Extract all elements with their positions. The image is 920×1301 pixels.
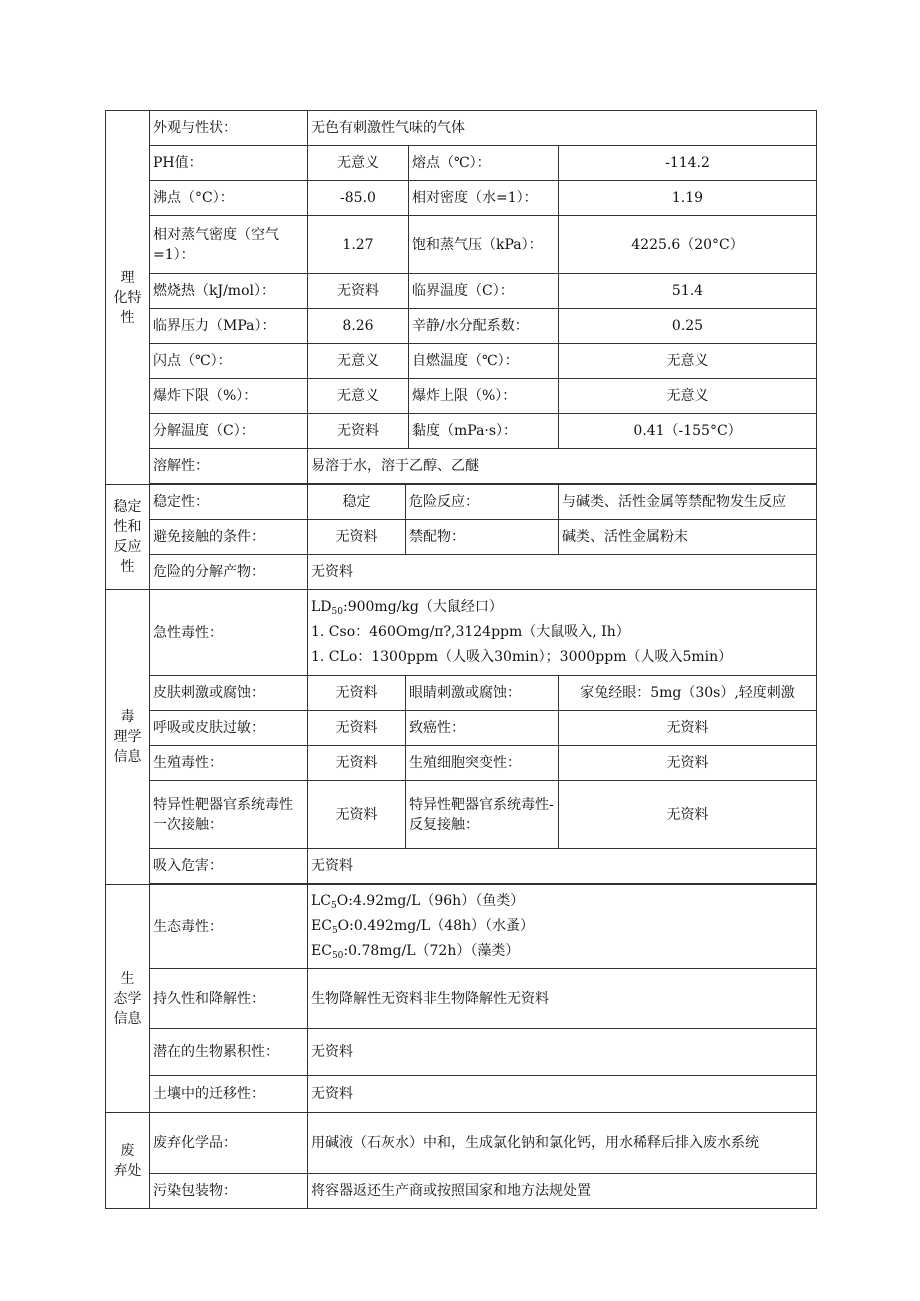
autoign-value: 无意义	[559, 344, 817, 379]
bioacc-row	[106, 1029, 817, 1076]
ecotox-ec50-line-2	[311, 939, 813, 964]
ec1-rest: O:0.492mg/L（48h）（水蚤）	[337, 918, 535, 934]
critpress-row	[106, 309, 817, 344]
ecotox-lc50-line	[311, 889, 813, 914]
muta-label: 生殖细胞突变性：	[406, 746, 559, 781]
acute-line-2: 1. Cso：460Omg/π?,3124ppm（大鼠吸入, Ih）	[311, 624, 630, 640]
ph-row	[106, 146, 817, 181]
stot-repeat-label: 特异性靶器官系统毒性-反复接触：	[406, 781, 559, 849]
boiling-label: 沸点（°C）：	[150, 181, 308, 216]
stability-value: 稳定	[308, 485, 406, 520]
appearance-label: 外观与性状：	[150, 111, 308, 146]
vapdensity-row	[106, 216, 817, 274]
combustion-value: 无资料	[308, 274, 409, 309]
explosion-row	[106, 379, 817, 414]
incompat-value: 碱类、活性金属粉末	[559, 520, 817, 555]
section-disposal: 废 弃处	[106, 1113, 150, 1209]
autoign-label: 自燃温度（℃）：	[409, 344, 559, 379]
acute-ld-prefix: LD	[311, 599, 332, 615]
stot-single-label: 特异性靶器官系统毒性一次接触：	[150, 781, 308, 849]
ec2-prefix: EC	[311, 943, 332, 959]
reldensity-label: 相对密度（水=1）：	[409, 181, 559, 216]
hazreact-value: 与碱类、活性金属等禁配物发生反应	[559, 485, 817, 520]
flash-row	[106, 344, 817, 379]
acute-ld-sub: 50	[331, 607, 343, 617]
repro-value: 无资料	[308, 746, 406, 781]
aspiration-value: 无资料	[308, 849, 817, 884]
eye-value: 家兔经眼：5mg（30s）,轻度刺激	[559, 676, 817, 711]
ec1-sub: 5	[331, 926, 338, 936]
crittemp-value: 51.4	[559, 274, 817, 309]
bioacc-value: 无资料	[308, 1029, 817, 1076]
lel-label: 爆炸下限（%）：	[150, 379, 308, 414]
persist-label: 持久性和降解性：	[150, 969, 308, 1029]
melting-label: 熔点（℃）：	[409, 146, 559, 181]
stot-single-value: 无资料	[308, 781, 406, 849]
mobility-label: 土壤中的迁移性：	[150, 1076, 308, 1113]
flash-value: 无意义	[308, 344, 409, 379]
ph-value: 无意义	[308, 146, 409, 181]
decomp-label: 分解温度（C）：	[150, 414, 308, 449]
decompprod-label: 危险的分解产物：	[150, 555, 308, 590]
acute-value	[308, 590, 817, 676]
critpress-label: 临界压力（MPa）：	[150, 309, 308, 344]
package-row	[106, 1174, 817, 1209]
vappressure-value: 4225.6（20°C）	[559, 216, 817, 274]
acute-row	[106, 590, 817, 676]
ecotox-ec50-line-1	[311, 914, 813, 939]
lc-prefix: LC	[311, 893, 332, 909]
incompat-label: 禁配物：	[406, 520, 559, 555]
combustion-row	[106, 274, 817, 309]
carc-value: 无资料	[559, 711, 817, 746]
stability-label: 稳定性：	[150, 485, 308, 520]
bioacc-label: 潜在的生物累积性：	[150, 1029, 308, 1076]
boiling-row	[106, 181, 817, 216]
acute-label: 急性毒性：	[150, 590, 308, 676]
aspiration-row	[106, 849, 817, 884]
melting-value: -114.2	[559, 146, 817, 181]
section-physchem: 理 化特 性	[106, 111, 150, 485]
uel-value: 无意义	[559, 379, 817, 414]
decompprod-row	[106, 555, 817, 590]
hazreact-label: 危险反应：	[406, 485, 559, 520]
viscosity-value: 0.41（-155°C）	[559, 414, 817, 449]
stability-row	[106, 485, 817, 520]
skin-row	[106, 676, 817, 711]
muta-value: 无资料	[559, 746, 817, 781]
ecotox-row	[106, 885, 817, 969]
appearance-value: 无色有刺激性气味的气体	[308, 111, 817, 146]
reldensity-value: 1.19	[559, 181, 817, 216]
partition-value: 0.25	[559, 309, 817, 344]
vapdensity-value: 1.27	[308, 216, 409, 274]
avoid-value: 无资料	[308, 520, 406, 555]
solubility-row	[106, 449, 817, 484]
solubility-label: 溶解性：	[150, 449, 308, 484]
eye-label: 眼睛刺激或腐蚀：	[406, 676, 559, 711]
decompprod-value: 无资料	[308, 555, 817, 590]
stot-repeat-value: 无资料	[559, 781, 817, 849]
stot-row	[106, 781, 817, 849]
acute-ld-rest: :900mg/kg（大鼠经口）	[342, 599, 503, 615]
critpress-value: 8.26	[308, 309, 409, 344]
carc-label: 致癌性：	[406, 711, 559, 746]
section-stability: 稳定 性和 反应 性	[106, 485, 150, 590]
acute-line-3: 1. CLo：1300ppm（人吸入30min）；3000ppm（人吸入5min）	[311, 649, 733, 665]
vappressure-label: 饱和蒸气压（kPa）：	[409, 216, 559, 274]
solubility-value: 易溶于水，溶于乙醇、乙醚	[308, 449, 817, 484]
ec1-prefix: EC	[311, 918, 332, 934]
skin-label: 皮肤刺激或腐蚀：	[150, 676, 308, 711]
lc-sub: 5	[331, 901, 337, 911]
acute-ld50-line	[311, 595, 813, 620]
lel-value: 无意义	[308, 379, 409, 414]
ec2-sub: 50	[331, 951, 344, 961]
lc-rest: O:4.92mg/L（96h）（鱼类）	[336, 893, 525, 909]
package-value: 将容器返还生产商或按照国家和地方法规处置	[308, 1174, 817, 1209]
boiling-value: -85.0	[308, 181, 409, 216]
avoid-row	[106, 520, 817, 555]
sens-row	[106, 711, 817, 746]
sds-table	[105, 110, 817, 1209]
skin-value: 无资料	[308, 676, 406, 711]
ph-label: PH值：	[150, 146, 308, 181]
persist-row	[106, 969, 817, 1029]
sens-label: 呼吸或皮肤过敏：	[150, 711, 308, 746]
flash-label: 闪点（℃）：	[150, 344, 308, 379]
vapdensity-label: 相对蒸气密度（空气=1）：	[150, 216, 308, 274]
aspiration-label: 吸入危害：	[150, 849, 308, 884]
ec2-rest: :0.78mg/L（72h）（藻类）	[343, 943, 520, 959]
partition-label: 辛静/水分配系数：	[409, 309, 559, 344]
combustion-label: 燃烧热（kJ/mol）：	[150, 274, 308, 309]
ecotox-value	[308, 885, 817, 969]
package-label: 污染包装物：	[150, 1174, 308, 1209]
repro-row	[106, 746, 817, 781]
viscosity-label: 黏度（mPa·s）：	[409, 414, 559, 449]
sens-value: 无资料	[308, 711, 406, 746]
mobility-value: 无资料	[308, 1076, 817, 1113]
uel-label: 爆炸上限（%）：	[409, 379, 559, 414]
decomp-row	[106, 414, 817, 449]
crittemp-label: 临界温度（C）：	[409, 274, 559, 309]
avoid-label: 避免接触的条件：	[150, 520, 308, 555]
mobility-row	[106, 1076, 817, 1113]
persist-value: 生物降解性无资料非生物降解性无资料	[308, 969, 817, 1029]
ecotox-label: 生态毒性：	[150, 885, 308, 969]
waste-row	[106, 1113, 817, 1174]
section-ecology: 生 态学 信息	[106, 885, 150, 1113]
waste-value: 用碱液（石灰水）中和，生成氯化钠和氯化钙，用水稀释后排入废水系统	[308, 1113, 817, 1174]
section-toxicology: 毒 理学 信息	[106, 590, 150, 885]
appearance-row	[106, 111, 817, 146]
decomp-value: 无资料	[308, 414, 409, 449]
waste-label: 废弃化学品：	[150, 1113, 308, 1174]
repro-label: 生殖毒性：	[150, 746, 308, 781]
